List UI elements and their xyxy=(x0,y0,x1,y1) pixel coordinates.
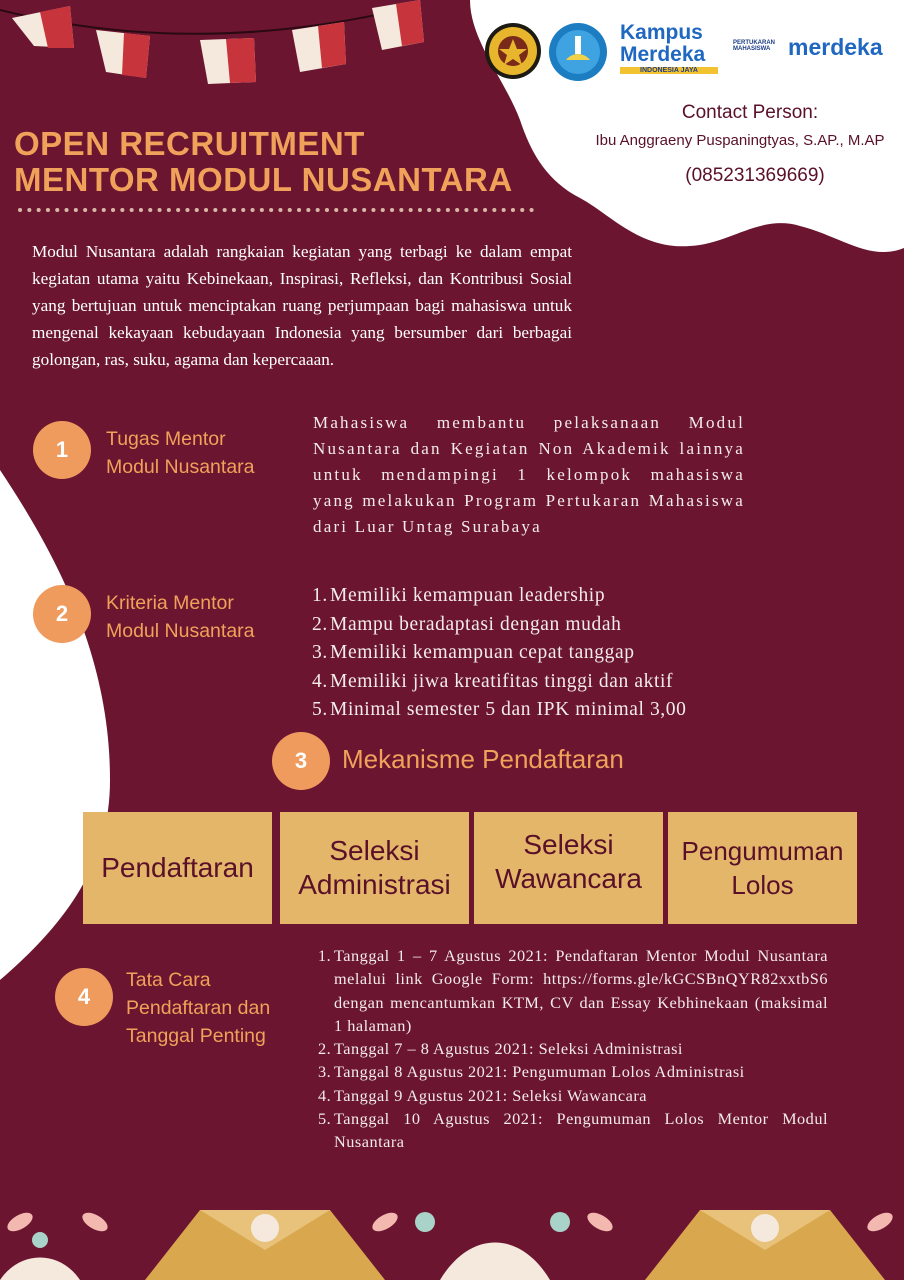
step-label-line-1: Seleksi xyxy=(523,829,614,860)
title-line-1: OPEN RECRUITMENT xyxy=(14,125,365,162)
section-4-title-line-1: Tata Cara xyxy=(126,969,211,991)
step-label-line-2: Lolos xyxy=(731,870,794,900)
section-4-title xyxy=(126,966,270,1050)
step-label-line-1: Pengumuman xyxy=(681,836,844,866)
title-line-2: MENTOR MODUL NUSANTARA xyxy=(14,161,513,198)
ministry-seal-icon xyxy=(548,22,608,82)
section-3-title: Mekanisme Pendaftaran xyxy=(342,744,624,774)
bottom-batik-pattern xyxy=(0,1205,904,1280)
section-2-number: 2 xyxy=(33,585,91,643)
section-2-title-line-1: Kriteria Mentor xyxy=(106,592,234,614)
step-seleksi-administrasi xyxy=(280,812,469,924)
page-title xyxy=(14,126,513,198)
criteria-list xyxy=(312,582,772,725)
merdeka-text: Merdeka xyxy=(620,43,706,66)
list-item xyxy=(318,1107,828,1154)
list-number: 3. xyxy=(312,642,328,663)
university-seal-logo xyxy=(484,22,542,80)
contact-phone: (085231369669) xyxy=(685,165,825,186)
kampus-merdeka-logo xyxy=(620,22,732,82)
list-text: Memiliki jiwa kreatifitas tinggi dan aktif xyxy=(330,670,674,692)
step-pengumuman-lolos xyxy=(668,812,857,924)
step-label-line-2: Administrasi xyxy=(298,869,451,900)
step-pendaftaran xyxy=(83,812,272,924)
list-number: 5. xyxy=(312,699,328,720)
list-number: 5. xyxy=(318,1109,332,1129)
list-text: Tanggal 9 Agustus 2021: Seleksi Wawancara xyxy=(334,1085,648,1105)
dotted-divider xyxy=(18,206,538,214)
section-1-title xyxy=(106,425,255,481)
list-text: Minimal semester 5 dan IPK minimal 3,00 xyxy=(330,699,687,720)
list-text: Memiliki kemampuan leadership xyxy=(330,585,606,606)
pertukaran-mahasiswa-logo xyxy=(733,40,793,52)
mahasiswa-text: MAHASISWA xyxy=(733,46,771,52)
step-label-line-1: Seleksi xyxy=(329,835,420,866)
list-item xyxy=(318,1037,828,1060)
section-4-title-line-3: Tanggal Penting xyxy=(126,1025,266,1047)
section-1-title-line-1: Tugas Mentor xyxy=(106,428,226,450)
contact-name: Ibu Anggraeny Puspaningtyas, S.AP., M.AP xyxy=(595,132,885,149)
section-2-title xyxy=(106,589,255,645)
list-number: 3. xyxy=(318,1062,332,1082)
list-number: 2. xyxy=(312,613,328,635)
list-item xyxy=(312,639,772,668)
list-item xyxy=(312,696,772,725)
contact-label: Contact Person: xyxy=(681,102,819,123)
list-number: 1. xyxy=(318,946,332,965)
section-1-title-line-2: Modul Nusantara xyxy=(106,456,255,478)
step-label: Pendaftaran xyxy=(101,852,254,883)
section-4-title-line-2: Pendaftaran dan xyxy=(126,997,271,1019)
list-text: Tanggal 8 Agustus 2021: Pengumuman Lolos Administrasi xyxy=(334,1062,745,1082)
section-1-number: 1 xyxy=(33,421,91,479)
list-text: Mampu beradaptasi dengan mudah xyxy=(330,613,622,635)
university-seal-icon xyxy=(484,22,542,80)
section-1-description: Mahasiswa membantu pelaksanaan Modul Nusantara dan Kegiatan Non Akademik lainnya untuk mendampingi 1 kelompok mahasiswa yang melakukan Program Pertukaran Mahasiswa dari Luar Untag Surabaya xyxy=(313,413,745,536)
pertukaran-text: PERTUKARAN xyxy=(733,40,775,46)
list-number: 2. xyxy=(318,1039,332,1059)
list-number: 4. xyxy=(318,1085,332,1105)
list-text: Tanggal 1 – 7 Agustus 2021: Pendaftaran Mentor Modul Nusantara melalui link Google Form: https://forms.gle/kGCSBnQYR82xxtbS6 dengan mencantumkan KTM, CV dan Essay Kebhinekaan (maksimal 1 halaman) xyxy=(334,946,828,1035)
kampus-text: Kampus xyxy=(620,21,703,44)
section-4-number: 4 xyxy=(55,968,113,1026)
step-label-line-2: Wawancara xyxy=(495,863,642,894)
intro-paragraph: Modul Nusantara adalah rangkaian kegiatan yang terbagi ke dalam empat kegiatan utama yaitu Kebinekaan, Inspirasi, Refleksi, dan Kontribusi Sosial yang bertujuan untuk menciptakan ruang perjumpaan bagi mahasiswa untuk mengenal kekayaan kebudayaan Indonesia yang bersumber dari berbagai golongan, ras, suku, agama dan kepercaaan. xyxy=(32,242,572,369)
list-item xyxy=(318,944,828,1037)
list-text: Memiliki kemampuan cepat tanggap xyxy=(330,642,635,663)
list-item xyxy=(312,611,772,640)
list-item xyxy=(312,582,772,611)
dates-list xyxy=(318,944,828,1154)
list-number: 4. xyxy=(312,670,328,692)
list-text: Tanggal 7 – 8 Agustus 2021: Seleksi Administrasi xyxy=(334,1039,683,1059)
list-item xyxy=(318,1084,828,1107)
section-3-number: 3 xyxy=(272,732,330,790)
step-seleksi-wawancara xyxy=(474,812,663,924)
list-text: Tanggal 10 Agustus 2021: Pengumuman Lolos Mentor Modul Nusantara xyxy=(334,1109,828,1152)
merdeka-logo: merdeka xyxy=(788,34,883,60)
indonesia-jaya-tag: INDONESIA JAYA xyxy=(620,67,718,74)
ministry-seal-logo xyxy=(548,22,608,82)
bunting-flags xyxy=(12,0,424,84)
list-item xyxy=(318,1060,828,1083)
section-2-title-line-2: Modul Nusantara xyxy=(106,620,255,642)
list-number: 1. xyxy=(312,585,328,606)
list-item xyxy=(312,668,772,697)
